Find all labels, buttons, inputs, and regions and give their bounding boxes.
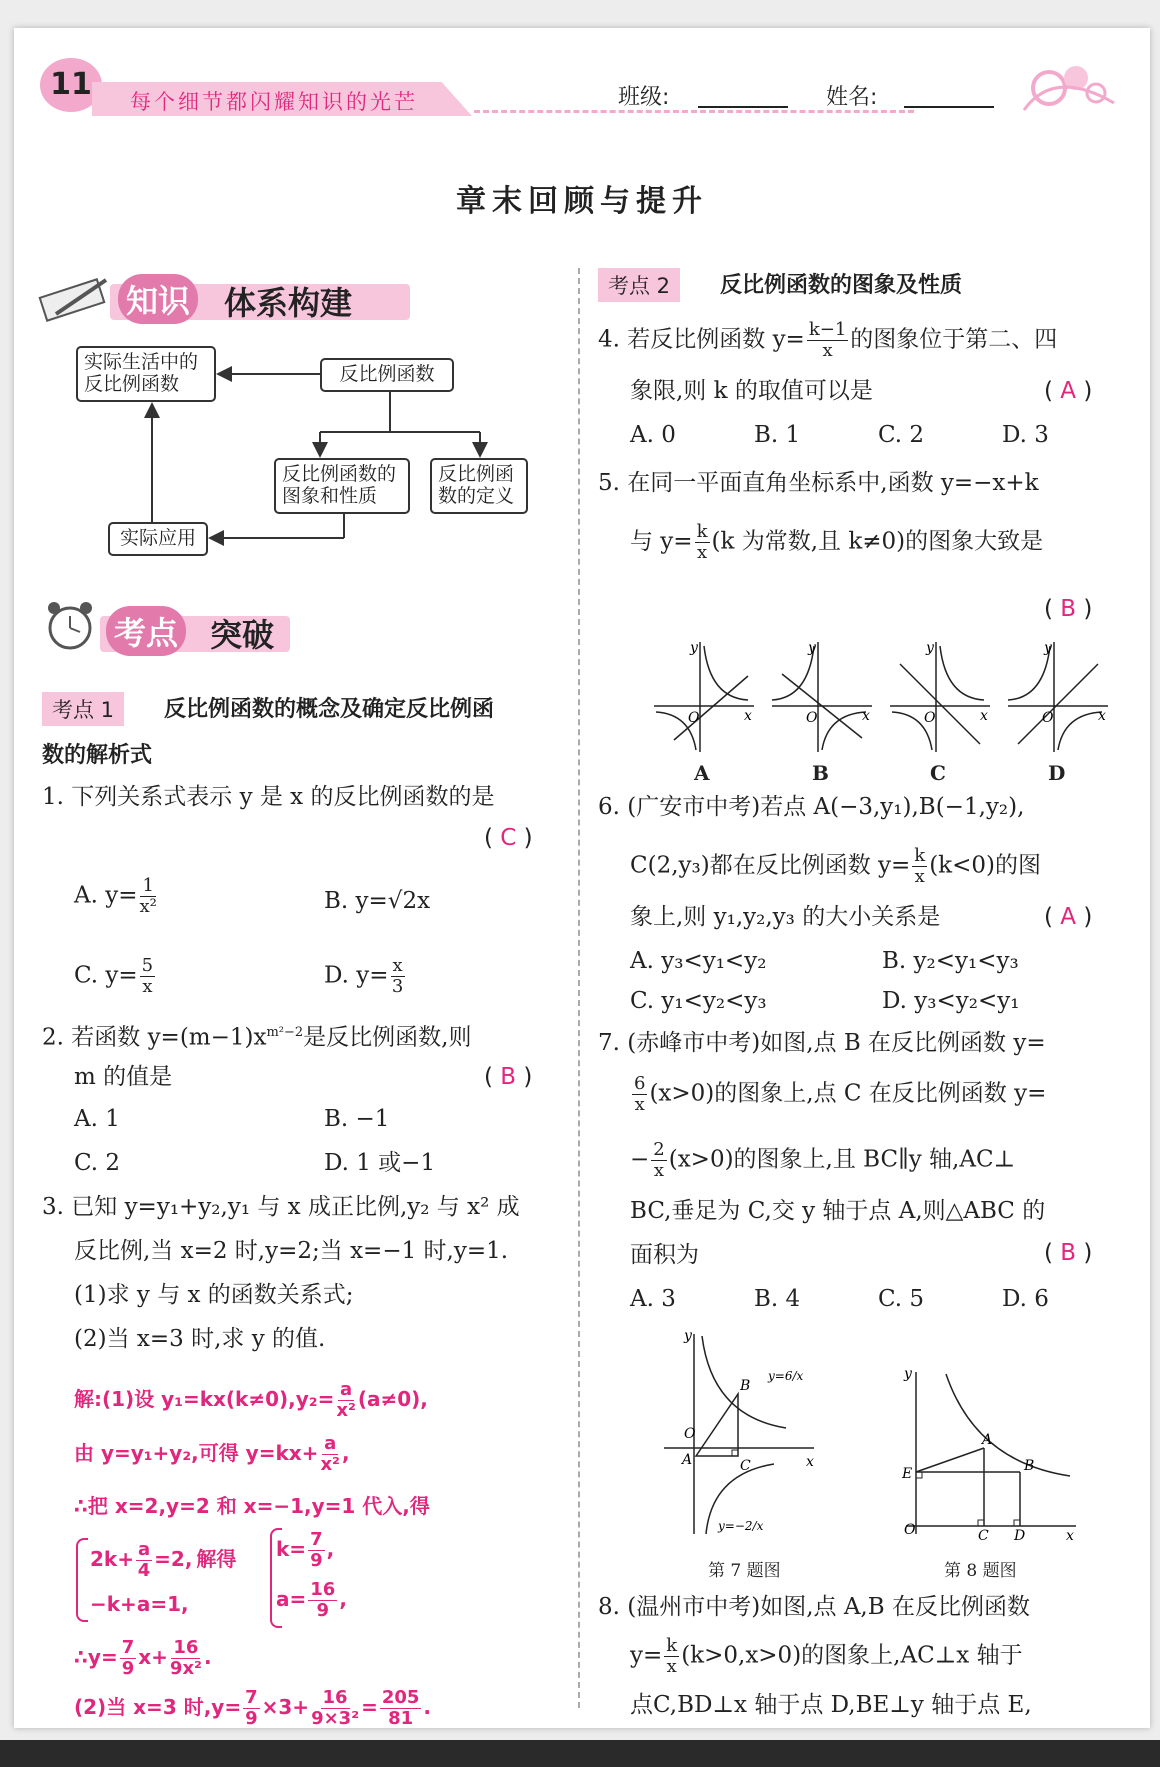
topic1-title-line2: 数的解析式 [42, 743, 153, 768]
solution-line6: ∴y= $\frac{7}{9}$ x+ $\frac{16}{\text{9x²}}$ . [74, 1637, 212, 1679]
solution-line2-text: 由 y=y₁+y₂,可得 y=kx+ [74, 1441, 319, 1465]
q4-option-a: A. 0 [630, 422, 676, 448]
svg-text:y: y [904, 1366, 912, 1382]
solution-frac-a4: $\frac{a}{4}$ [137, 1539, 151, 1581]
svg-text:O: O [806, 710, 818, 726]
q6-option-b: B. y₂<y₁<y₃ [882, 948, 1019, 974]
solution-frac-a: $\frac{a}{\text{x²}}$ [320, 1433, 340, 1475]
q8-line2: y= $\frac{k}{x}$ (k>0,x>0)的图象上,AC⊥x 轴于 [630, 1635, 1023, 1677]
q5-graph-a [654, 640, 754, 752]
solution-a-value: a= $\frac{16}{9}$ , [276, 1579, 347, 1621]
solution-line1 [74, 1380, 428, 1421]
q7-line3: − $\frac{2}{x}$ (x>0)的图象上,且 BC∥y 轴,AC⊥ [630, 1139, 1016, 1181]
q4-frac-den: x [822, 340, 833, 361]
topic1-tag: 考点 1 [42, 692, 124, 726]
solution-line1-a: 解:(1)设 y₁=kx(k≠0),y₂= [74, 1387, 335, 1411]
q6-answer-value: A [1060, 904, 1077, 930]
q2-stem-b: 是反比例函数,则 [303, 1024, 472, 1051]
q7-answer-value: B [1060, 1240, 1077, 1266]
svg-text:y: y [690, 640, 698, 656]
svg-text:C: C [740, 1458, 751, 1474]
q7-line2: $\frac{6}{x}$ (x>0)的图象上,点 C 在反比例函数 y= [634, 1073, 1047, 1115]
q2-option-c: C. 2 [74, 1150, 121, 1176]
topic2-tag: 考点 2 [598, 268, 680, 302]
q4-option-c: C. 2 [878, 422, 925, 448]
svg-text:x: x [1098, 708, 1106, 724]
q7-line4: BC,垂足为 C,交 y 轴于点 A,则△ABC 的 [630, 1198, 1046, 1224]
q1-option-a-label: A. y= [74, 882, 138, 909]
q4-answer: ( A ) [1044, 378, 1093, 404]
figure-7-caption: 第 7 题图 [708, 1561, 781, 1581]
q1-d-frac: $\frac{x}{3}$ [391, 955, 404, 997]
svg-text:x: x [1066, 1528, 1074, 1542]
q2-stem-a: 2. 若函数 y=(m−1)x [42, 1024, 267, 1051]
q5-graph-b [772, 640, 872, 752]
q2-option-b: B. −1 [324, 1106, 390, 1132]
svg-text:x: x [862, 708, 870, 724]
svg-text:E: E [902, 1466, 913, 1482]
name-field[interactable] [904, 106, 994, 108]
q7-option-c: C. 5 [878, 1286, 925, 1312]
svg-text:x: x [980, 708, 988, 724]
q6-line1: 6. (广安市中考)若点 A(−3,y₁),B(−1,y₂), [598, 794, 1025, 820]
solution-line1-b: (a≠0), [357, 1387, 428, 1411]
q7-answer: ( B ) [1044, 1240, 1093, 1266]
solution-line7-c: = [361, 1695, 378, 1719]
q2-option-d: D. 1 或−1 [324, 1150, 436, 1176]
workbook-page [14, 28, 1150, 1728]
knowledge-heading-prefix: 知识 [118, 274, 198, 324]
q3-line3: (1)求 y 与 x 的函数关系式; [74, 1282, 354, 1308]
q6-option-d: D. y₃<y₂<y₁ [882, 988, 1020, 1014]
svg-text:C: C [978, 1528, 989, 1542]
q5-answer-value: B [1060, 596, 1077, 622]
solution-line3: ∴把 x=2,y=2 和 x=−1,y=1 代入,得 [74, 1494, 430, 1518]
header-slogan: 每个细节都闪耀知识的光芒 [130, 90, 418, 114]
q5-graph-c [890, 640, 990, 752]
q6-line3: 象上,则 y₁,y₂,y₃ 的大小关系是 [630, 904, 941, 930]
q2-answer-value: B [500, 1064, 517, 1090]
flower-ornament-icon [1014, 48, 1124, 118]
svg-text:O: O [1042, 710, 1054, 726]
svg-text:y: y [926, 640, 934, 656]
figure-8 [886, 1362, 1086, 1542]
q5-graph-label-d: D [1048, 761, 1066, 785]
q1-option-c-label: C. y= [74, 962, 138, 989]
svg-text:O: O [924, 710, 936, 726]
page-title: 章末回顾与提升 [456, 184, 708, 219]
svg-text:B: B [740, 1378, 751, 1394]
q6-answer: ( A ) [1044, 904, 1093, 930]
solution-final-frac [380, 1688, 422, 1729]
q7-option-b: B. 4 [754, 1286, 801, 1312]
q7-option-d: D. 6 [1002, 1286, 1049, 1312]
q8-line3: 点C,BD⊥x 轴于点 D,BE⊥y 轴于点 E, [630, 1692, 1032, 1718]
solution-eq1 [90, 1540, 236, 1581]
svg-text:O: O [684, 1426, 696, 1442]
svg-text:x: x [806, 1454, 814, 1470]
solution-line2: 由 y=y₁+y₂,可得 y=kx+ $\frac{a}{\text{x²}}$ , [74, 1433, 350, 1475]
q1-option-d-label: D. y= [324, 962, 389, 989]
q5-answer: ( B ) [1044, 596, 1093, 622]
solution-line7: (2)当 x=3 时,y= $\frac{7}{9}$ ×3+ $\frac{16}{\text{9×3²}}$ = $\frac{205}{81}$ . [74, 1687, 432, 1729]
q1-answer: ( C ) [484, 825, 533, 851]
box-definition: 反比例函数的定义 [430, 458, 528, 514]
q5-line2-b: (k 为常数,且 k≠0)的图象大致是 [711, 528, 1044, 555]
q6-option-a: A. y₃<y₁<y₂ [630, 948, 767, 974]
q1-option-d [324, 956, 407, 997]
topic2-title: 反比例函数的图象及性质 [720, 273, 963, 298]
figure-7 [654, 1324, 824, 1544]
q1-stem: 1. 下列关系式表示 y 是 x 的反比例函数的是 [42, 784, 495, 810]
box-inverse-function: 反比例函数 [320, 358, 454, 392]
box-application: 实际应用 [108, 522, 208, 556]
page-number-badge: 11 [40, 58, 102, 112]
q5-graph-d [1008, 640, 1108, 752]
q1-option-a [74, 876, 159, 917]
figure-8-caption: 第 8 题图 [944, 1561, 1017, 1581]
q2-stem2: m 的值是 [74, 1064, 173, 1090]
q4-line1 [598, 320, 1057, 361]
q2-answer: ( B ) [484, 1064, 533, 1090]
q1-option-b: B. y=√2x [324, 888, 431, 914]
solution-eq1-a: 2k+ [90, 1547, 134, 1571]
svg-text:x: x [744, 708, 752, 724]
q3-line2: 反比例,当 x=2 时,y=2;当 x=−1 时,y=1. [74, 1238, 509, 1264]
svg-text:O: O [904, 1522, 916, 1538]
column-divider [578, 268, 580, 1708]
solution-eq2: −k+a=1, [90, 1592, 189, 1616]
exam-heading-suffix: 突破 [210, 616, 275, 654]
svg-text:D: D [1014, 1528, 1026, 1542]
q4-frac [807, 320, 848, 361]
solution-line7-text: (2)当 x=3 时,y= [74, 1695, 242, 1719]
bottom-bar [0, 1740, 1160, 1767]
solution-k-value: k= $\frac{7}{9}$ , [276, 1529, 335, 1571]
q4-line2: 象限,则 k 的取值可以是 [630, 378, 873, 404]
q5-line2-a: 与 y= [630, 528, 693, 555]
q8-line2-b: (k>0,x>0)的图象上,AC⊥x 轴于 [681, 1642, 1023, 1669]
q1-answer-value: C [500, 825, 517, 851]
solution-solve: 解得 [196, 1547, 237, 1571]
q5-line1: 5. 在同一平面直角坐标系中,函数 y=−x+k [598, 470, 1039, 496]
svg-text:O: O [688, 710, 700, 726]
q4-frac-num: k−1 [808, 319, 847, 340]
svg-text:y: y [808, 640, 816, 656]
knowledge-heading-suffix: 体系构建 [224, 284, 353, 322]
solution-eq1-b: =2, [154, 1547, 193, 1571]
q7-option-a: A. 3 [630, 1286, 676, 1312]
q5-graph-label-a: A [694, 761, 710, 785]
solution-line7-b: ×3+ [261, 1695, 310, 1719]
q7-line3-a: − [630, 1146, 650, 1173]
q3-line1: 3. 已知 y=y₁+y₂,y₁ 与 x 成正比例,y₂ 与 x² 成 [42, 1194, 520, 1220]
box-graph-properties: 反比例函数的图象和性质 [274, 458, 410, 514]
q2-option-a: A. 1 [74, 1106, 120, 1132]
svg-text:y: y [684, 1328, 692, 1344]
q6-line2-b: (k<0)的图 [929, 852, 1041, 879]
q4-answer-value: A [1060, 378, 1077, 404]
solution-frac-y2: $\frac{a}{\text{x²}}$ [336, 1379, 356, 1421]
solution-final-num: 205 [381, 1687, 420, 1708]
solution-line6-text: ∴y= [74, 1645, 118, 1669]
svg-text:A: A [982, 1432, 993, 1448]
q8-line1: 8. (温州市中考)如图,点 A,B 在反比例函数 [598, 1594, 1030, 1620]
q6-option-c: C. y₁<y₂<y₃ [630, 988, 767, 1014]
q3-line4: (2)当 x=3 时,求 y 的值. [74, 1326, 326, 1352]
q4-option-b: B. 1 [754, 422, 801, 448]
q7-line3-b: (x>0)的图象上,且 BC∥y 轴,AC⊥ [668, 1146, 1016, 1173]
svg-text:A: A [682, 1452, 693, 1468]
q8-line2-a: y= [630, 1642, 663, 1669]
system-brace-left [76, 1538, 88, 1622]
q5-graph-label-c: C [930, 761, 946, 785]
name-label: 姓名: [826, 85, 878, 110]
q1-c-frac: $\frac{5}{x}$ [141, 955, 154, 997]
alarm-clock-icon [40, 596, 100, 656]
q6-line2-a: C(2,y₃)都在反比例函数 y= [630, 852, 911, 879]
q7-line5: 面积为 [630, 1242, 699, 1268]
class-label: 班级: [618, 85, 670, 110]
solution-final-den: 81 [388, 1708, 414, 1729]
q4-option-d: D. 3 [1002, 422, 1049, 448]
svg-text:B: B [1024, 1458, 1035, 1474]
q2-exponent: m²−2 [266, 1025, 304, 1040]
q2-stem [42, 1018, 471, 1053]
q5-graph-label-b: B [812, 761, 829, 785]
exam-heading-prefix: 考点 [106, 606, 186, 656]
svg-text:y=6/x: y=6/x [768, 1369, 804, 1383]
q5-line2: 与 y= $\frac{k}{x}$ (k 为常数,且 k≠0)的图象大致是 [630, 521, 1044, 563]
svg-text:y: y [1044, 640, 1052, 656]
q7-line1: 7. (赤峰市中考)如图,点 B 在反比例函数 y= [598, 1030, 1046, 1056]
q6-line2: C(2,y₃)都在反比例函数 y= $\frac{k}{x}$ (k<0)的图 [630, 845, 1041, 887]
q4-line1-b: 的图象位于第二、四 [850, 326, 1058, 353]
q1-a-frac: $\frac{1}{\text{x²}}$ [139, 875, 157, 917]
q4-line1-a: 4. 若反比例函数 y= [598, 326, 805, 353]
box-real-life: 实际生活中的反比例函数 [76, 346, 216, 402]
topic1-title-line1: 反比例函数的概念及确定反比例函 [164, 697, 495, 722]
svg-text:y=−2/x: y=−2/x [718, 1519, 764, 1533]
q7-line2-text: (x>0)的图象上,点 C 在反比例函数 y= [649, 1080, 1047, 1107]
class-field[interactable] [698, 106, 788, 108]
q1-option-c [74, 956, 157, 997]
